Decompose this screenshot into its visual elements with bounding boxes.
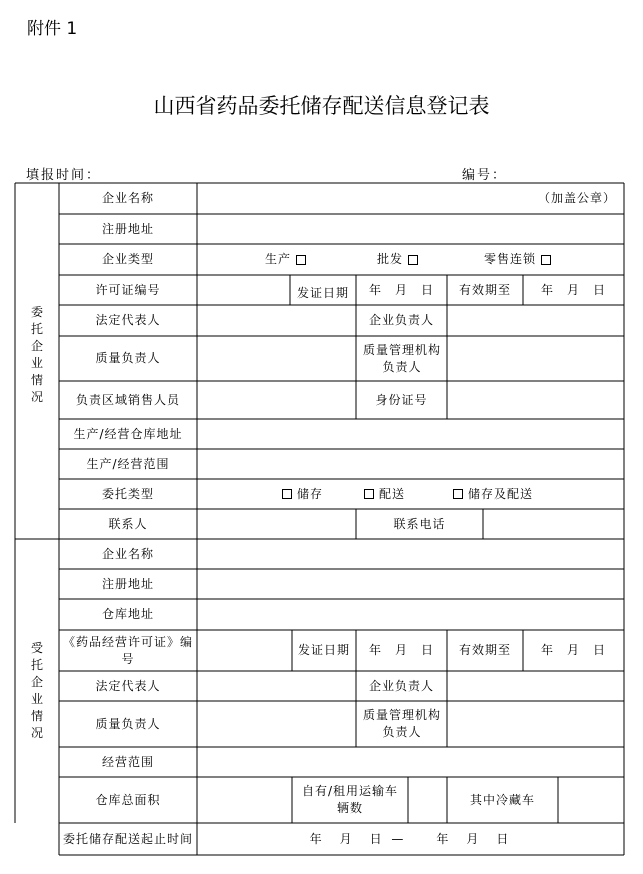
label-entrusted-warehouse-address: 仓库地址: [101, 607, 154, 621]
value-entrusted-qm-org-head[interactable]: [447, 701, 624, 747]
value-entrusted-issue-date[interactable]: 年 月 日: [368, 643, 434, 657]
value-issue-date[interactable]: 年 月 日: [368, 282, 434, 297]
label-legal-representative: 法定代表人: [95, 313, 161, 327]
option-delivery[interactable]: [364, 486, 405, 503]
label-company-name: 企业名称: [101, 191, 154, 205]
label-company-type: 企业类型: [101, 252, 154, 266]
label-transport-vehicles: 自有/租用运输车辆数: [301, 784, 399, 815]
label-cold-trucks: 其中冷藏车: [469, 792, 535, 807]
option-retail-chain-label: 零售连锁: [484, 252, 537, 266]
value-company-name[interactable]: [197, 183, 335, 214]
label-quality-head: 质量负责人: [95, 351, 161, 365]
value-company-head[interactable]: [447, 305, 624, 336]
value-registered-address[interactable]: [197, 214, 624, 244]
option-storage-and-delivery[interactable]: [453, 486, 533, 503]
value-entrusted-quality-head[interactable]: [197, 701, 356, 747]
value-cold-trucks[interactable]: [558, 777, 624, 823]
value-entrusted-warehouse-address[interactable]: [197, 599, 624, 630]
option-storage[interactable]: [282, 486, 323, 503]
label-entrusted-quality-head: 质量负责人: [95, 716, 161, 731]
checkbox-storage-and-delivery[interactable]: [453, 489, 463, 499]
value-quality-head[interactable]: [197, 336, 356, 381]
label-entrusted-legal-representative: 法定代表人: [95, 678, 161, 693]
section-entrusted-company-title: 受托企业情况: [30, 641, 43, 740]
label-contact-phone: 联系电话: [393, 516, 446, 531]
entrust-type-options: [197, 479, 624, 509]
label-regional-sales: 负责区域销售人员: [75, 392, 180, 407]
value-legal-representative[interactable]: [197, 305, 356, 336]
label-warehouse-address: 生产/经营仓库地址: [73, 426, 183, 441]
label-entrusted-valid-until: 有效期至: [458, 643, 511, 657]
checkbox-storage[interactable]: [282, 489, 292, 499]
option-storage-label: 储存: [297, 486, 324, 501]
label-qm-org-head: 质量管理机构负责人: [362, 342, 441, 374]
value-contact-phone[interactable]: [483, 509, 624, 539]
value-business-scope[interactable]: [197, 449, 624, 479]
label-entrusted-issue-date: 发证日期: [297, 643, 350, 657]
value-entrusted-business-scope[interactable]: [197, 747, 624, 777]
label-entrusted-company-name: 企业名称: [101, 546, 154, 561]
fill-time-label: 填报时间：: [26, 168, 102, 183]
label-issue-date: 发证日期: [296, 285, 349, 300]
option-retail-chain[interactable]: [484, 251, 551, 268]
checkbox-delivery[interactable]: [364, 489, 374, 499]
label-registered-address: 注册地址: [101, 221, 154, 236]
label-warehouse-total-area: 仓库总面积: [95, 792, 161, 807]
value-warehouse-address[interactable]: [197, 419, 624, 449]
option-delivery-label: 配送: [379, 486, 406, 501]
serial-number-label: 编号：: [462, 168, 508, 183]
label-drug-business-license: 《药品经营许可证》编号: [63, 634, 194, 666]
section-entrusting-company-title: 委托企业情况: [30, 305, 43, 404]
value-entrust-period[interactable]: 年 月 日 — 年 月 日: [309, 831, 512, 846]
label-valid-until: 有效期至: [458, 282, 511, 297]
label-entrust-type: 委托类型: [101, 486, 154, 501]
option-production[interactable]: [265, 251, 306, 268]
label-entrusted-registered-address: 注册地址: [101, 576, 154, 591]
option-wholesale-label: 批发: [377, 252, 404, 266]
value-valid-until[interactable]: 年 月 日: [540, 282, 606, 297]
option-storage-and-delivery-label: 储存及配送: [468, 486, 534, 501]
value-entrusted-company-head[interactable]: [447, 671, 624, 701]
label-entrusted-business-scope: 经营范围: [101, 754, 154, 769]
label-company-head: 企业负责人: [368, 313, 434, 327]
company-type-options: [197, 244, 624, 275]
label-id-number: 身份证号: [375, 392, 428, 407]
label-entrusted-qm-org-head: 质量管理机构负责人: [362, 708, 441, 739]
value-contact-person[interactable]: [197, 509, 356, 539]
value-id-number[interactable]: [447, 381, 624, 419]
value-license-number[interactable]: [197, 275, 290, 305]
form-title: 山西省药品委托储存配送信息登记表: [153, 94, 490, 118]
value-warehouse-total-area[interactable]: [197, 777, 292, 823]
attachment-label: 附件 1: [27, 19, 78, 39]
label-contact-person: 联系人: [108, 516, 148, 531]
value-qm-org-head[interactable]: [447, 336, 624, 381]
seal-note: （加盖公章）: [537, 191, 616, 205]
label-business-scope: 生产/经营范围: [86, 456, 170, 471]
value-entrusted-valid-until[interactable]: 年 月 日: [540, 643, 606, 657]
value-entrusted-company-name[interactable]: [197, 539, 624, 569]
value-drug-business-license[interactable]: [197, 630, 292, 671]
value-entrusted-legal-representative[interactable]: [197, 671, 356, 701]
option-production-label: 生产: [265, 252, 292, 266]
label-license-number: 许可证编号: [95, 282, 161, 297]
checkbox-retail-chain[interactable]: [541, 255, 551, 265]
option-wholesale[interactable]: [377, 251, 418, 268]
label-entrusted-company-head: 企业负责人: [368, 678, 434, 693]
checkbox-wholesale[interactable]: [408, 255, 418, 265]
label-entrust-period: 委托储存配送起止时间: [62, 831, 193, 846]
value-regional-sales[interactable]: [197, 381, 356, 419]
value-entrusted-registered-address[interactable]: [197, 569, 624, 599]
value-transport-vehicles[interactable]: [408, 777, 447, 823]
checkbox-production[interactable]: [296, 255, 306, 265]
